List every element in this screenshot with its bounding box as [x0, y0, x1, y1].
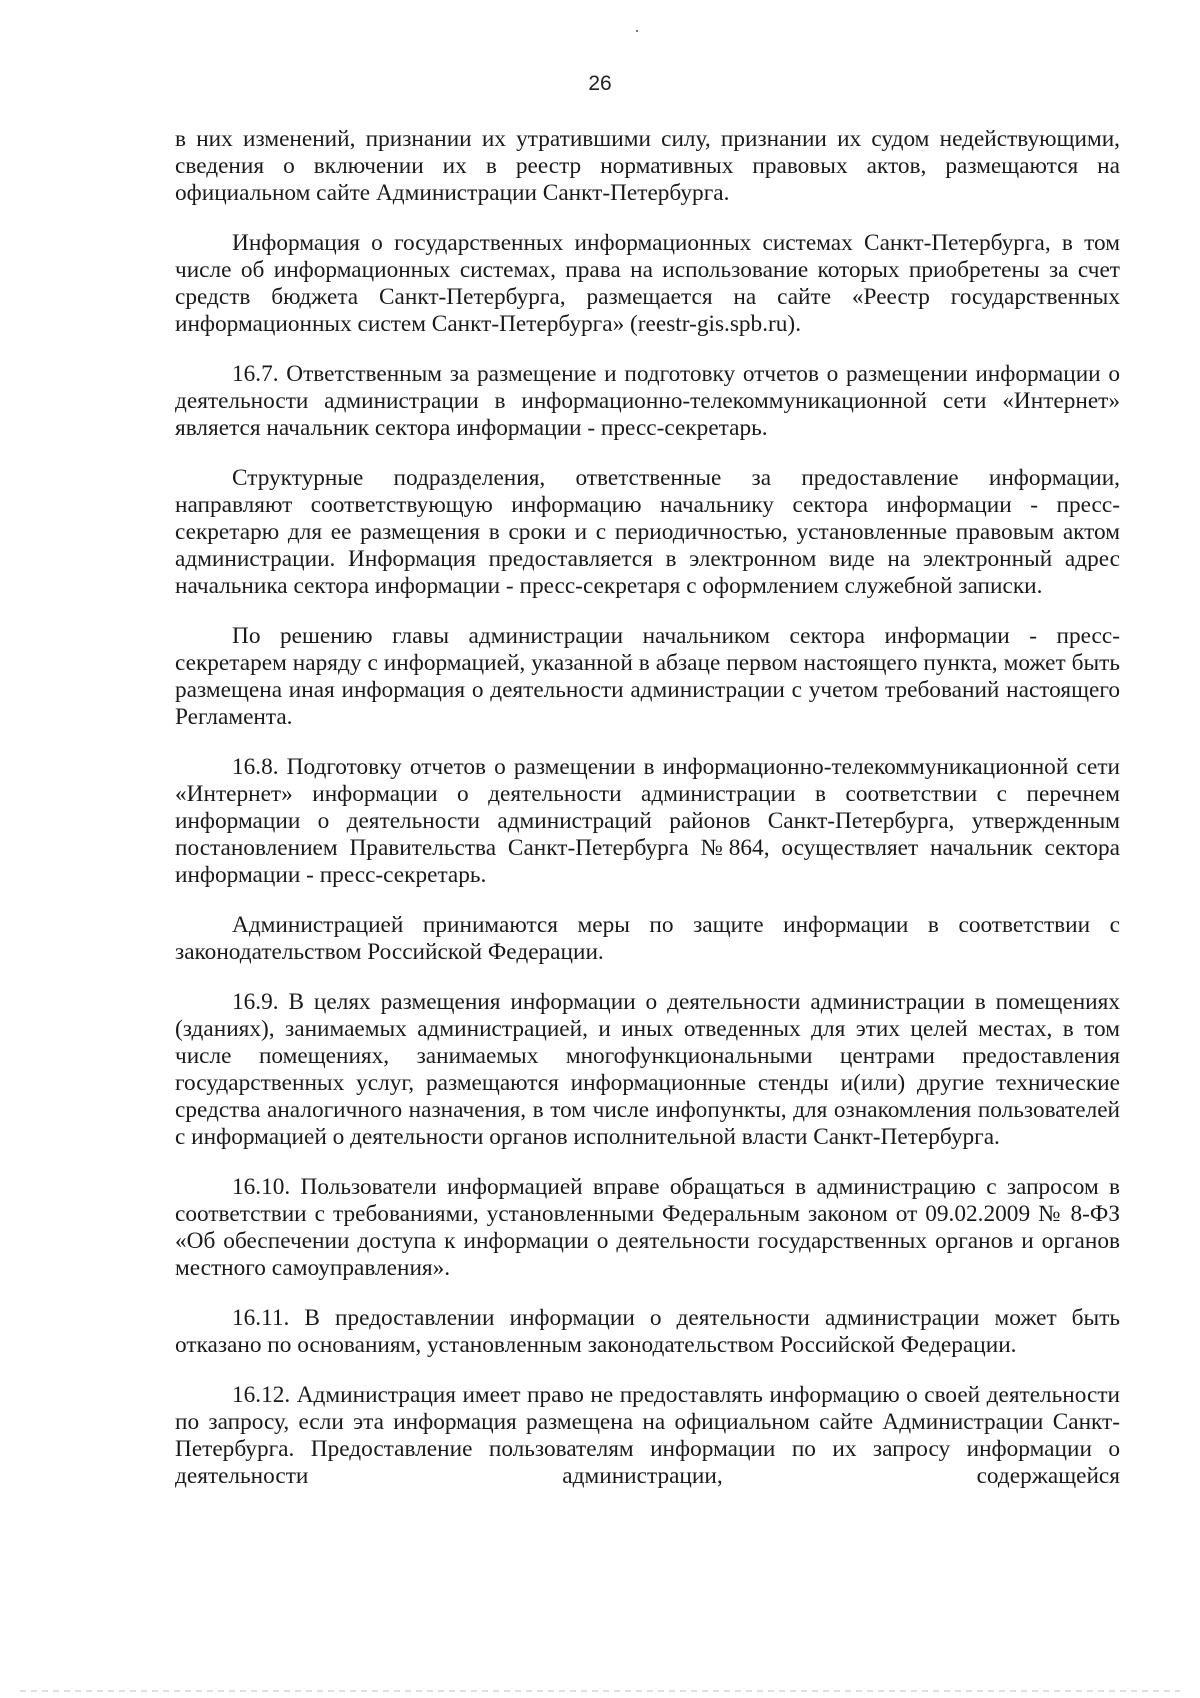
paragraph-structural-units: Структурные подразделения, ответственные за предоставление информации, направляют соответствующую информацию начальнику сектора информации - пресс-секретарю для ее размещения в сроки и с периодичностью, установленные правовым актом администрации. Информация предоставляется в электронном виде на электронный адрес начальника сектора информации - пресс-секретаря с оформлением служебной записки.	[175, 465, 1120, 599]
paragraph-16-9: 16.9. В целях размещения информации о деятельности администрации в помещениях (зданиях), занимаемых администрацией, и иных отведенных для этих целей местах, в том числе помещениях, занимаемых многофункциональными центрами предоставления государственных услуг, размещаются информационные стенды и(или) другие технические средства аналогичного назначения, в том числе инфопункты, для ознакомления пользователей с информацией о деятельности органов исполнительной власти Санкт-Петербурга.	[175, 989, 1120, 1150]
paragraph-head-decision: По решению главы администрации начальником сектора информации - пресс-секретарем наряду с информацией, указанной в абзаце первом настоящего пункта, может быть размещена иная информация о деятельности администрации с учетом требований настоящего Регламента.	[175, 623, 1120, 730]
page-number: 26	[588, 72, 612, 95]
paragraph-16-8: 16.8. Подготовку отчетов о размещении в информационно-телекоммуникационной сети «Интернет» информации о деятельности администрации в соответствии с перечнем информации о деятельности администраций районов Санкт-Петербурга, утвержденным постановлением Правительства Санкт-Петербурга №864, осуществляет начальник сектора информации - пресс-секретарь.	[175, 754, 1120, 888]
scan-edge-artifact	[20, 1690, 1180, 1692]
paragraph-16-12: 16.12. Администрация имеет право не предоставлять информацию о своей деятельности по запросу, если эта информация размещена на официальном сайте Администрации Санкт-Петербурга. Предоставление пользователям информации по их запросу информации о деятельности администрации, содержащейся	[175, 1382, 1120, 1489]
paragraph-16-7: 16.7. Ответственным за размещение и подготовку отчетов о размещении информации о деятельности администрации в информационно-телекоммуникационной сети «Интернет» является начальник сектора информации - пресс-секретарь.	[175, 361, 1120, 441]
scan-dot	[636, 30, 638, 32]
paragraph-16-10: 16.10. Пользователи информацией вправе обращаться в администрацию с запросом в соответствии с требованиями, установленными Федеральным законом от 09.02.2009 № 8-ФЗ «Об обеспечении доступа к информации о деятельности государственных органов и органов местного самоуправления».	[175, 1174, 1120, 1281]
paragraph-gis-info: Информация о государственных информационных системах Санкт-Петербурга, в том числе об информационных системах, права на использование которых приобретены за счет средств бюджета Санкт-Петербурга, размещается на сайте «Реестр государственных информационных систем Санкт-Петербурга» (reestr-gis.spb.ru).	[175, 230, 1120, 337]
paragraph-16-11: 16.11. В предоставлении информации о деятельности администрации может быть отказано по основаниям, установленным законодательством Российской Федерации.	[175, 1305, 1120, 1358]
document-body	[175, 126, 1120, 1490]
paragraph-protection: Администрацией принимаются меры по защите информации в соответствии с законодательством Российской Федерации.	[175, 912, 1120, 965]
paragraph-continuation: в них изменений, признании их утратившими силу, признании их судом недействующими, сведения о включении их в реестр нормативных правовых актов, размещаются на официальном сайте Администрации Санкт-Петербурга.	[175, 126, 1120, 206]
